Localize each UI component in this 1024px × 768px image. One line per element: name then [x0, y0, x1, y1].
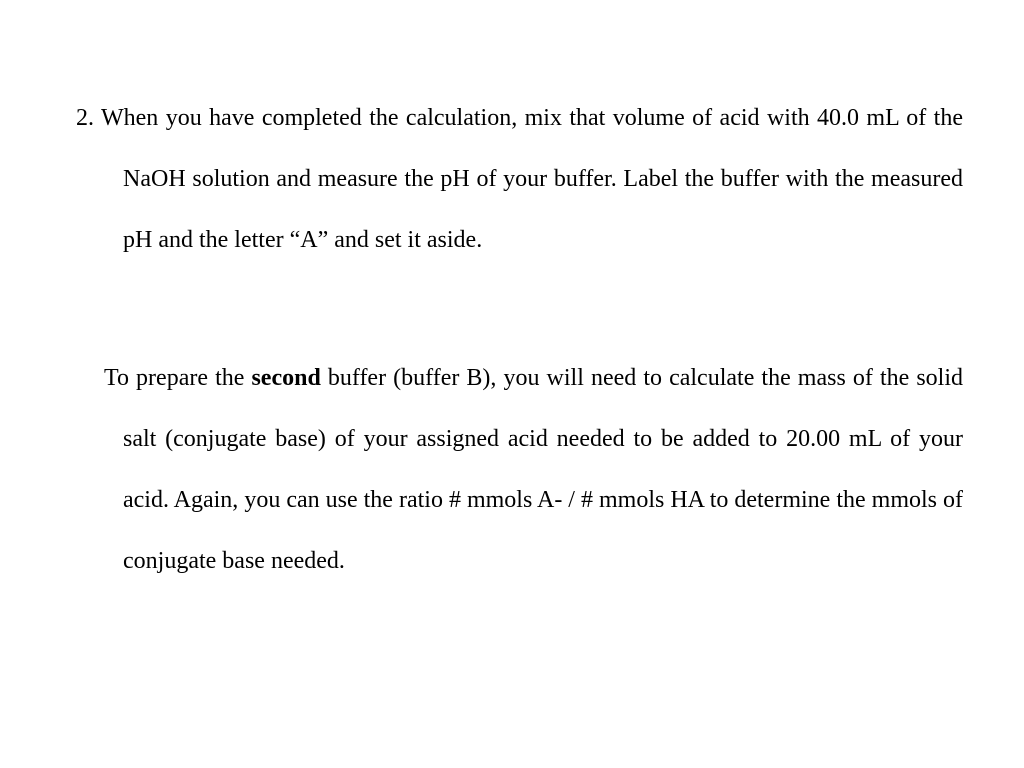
second-emphasis: second	[251, 365, 321, 391]
buffer-b-body-text: buffer (buffer B), you will need to calculate the mass of the solid salt (conjugate base) of your assigned acid needed to be added to 20.00 mL of your acid. Again, you can use the ratio # mmols A- / # mmols HA to determine the mmols of conjugate base needed.	[123, 365, 964, 574]
buffer-b-instructions	[104, 348, 964, 592]
instruction-step-2: 2. When you have completed the calculation, mix that volume of acid with 40.0 mL of the NaOH solution and measure the pH of your buffer. Label the buffer with the measured pH and the letter “A” and set it aside.	[76, 105, 963, 253]
buffer-b-lead-text: To prepare the	[104, 365, 252, 391]
